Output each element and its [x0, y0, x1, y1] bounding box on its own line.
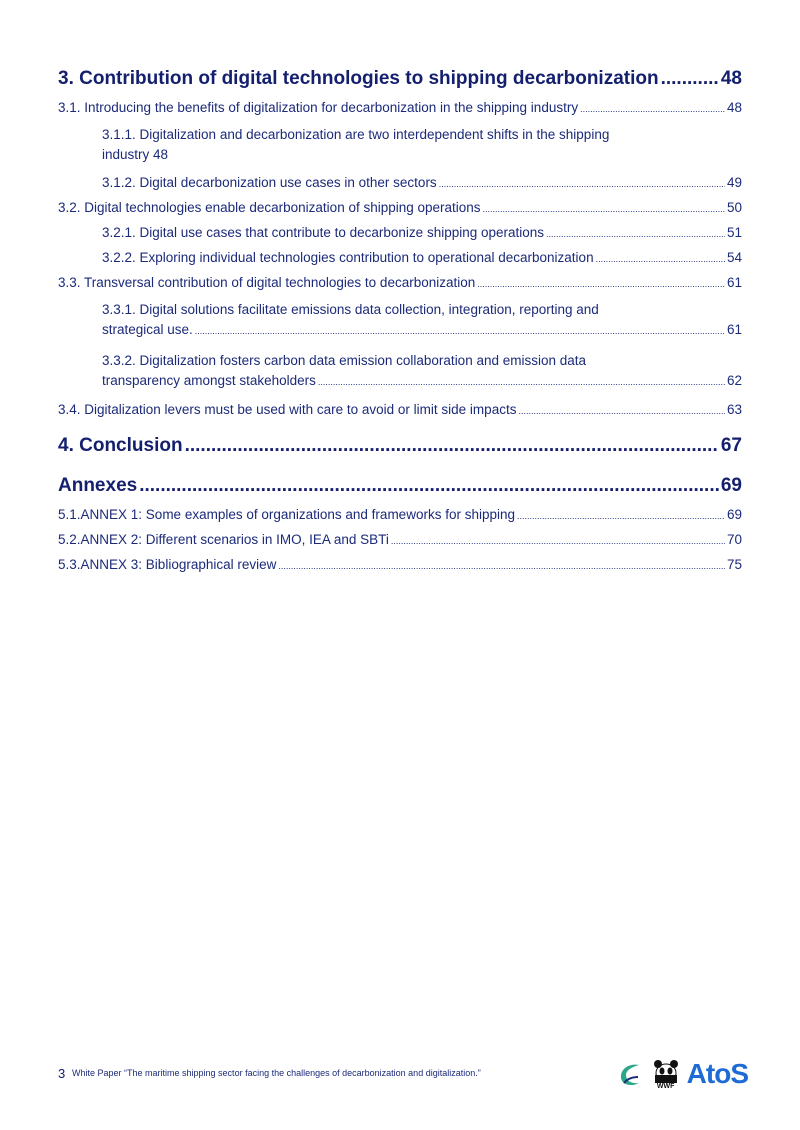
partner-logos	[615, 1058, 748, 1090]
toc-entry-3-4[interactable]	[58, 402, 742, 417]
toc-entry-title: Annexes	[58, 475, 138, 496]
toc-entry-page: 51	[726, 225, 742, 240]
footer-text: White Paper “The maritime shipping sector facing the challenges of decarbonization and digitalization.”	[72, 1068, 481, 1078]
toc-entry-page: 62	[726, 373, 742, 388]
toc-leader-dots	[517, 507, 725, 522]
toc-leader-dots	[661, 68, 719, 90]
toc-leader-dots	[483, 200, 725, 215]
toc-entry-3-3-2[interactable]	[102, 351, 742, 392]
toc-entry-annex-1[interactable]	[58, 507, 742, 522]
toc-entry-3-3[interactable]	[58, 275, 742, 290]
toc-entry-title: 3.2.2. Exploring individual technologies contribution to operational decarbonization	[102, 250, 594, 265]
toc-entry-page: 54	[726, 250, 742, 265]
toc-leader-dots	[439, 175, 725, 190]
toc-entry-3-2-1[interactable]	[102, 225, 742, 240]
toc-entry-annex-3[interactable]	[58, 557, 742, 572]
toc-entry-3-2[interactable]	[58, 200, 742, 215]
toc-entry-3-2-2[interactable]	[102, 250, 742, 265]
toc-entry-title-line2: industry 48	[102, 147, 169, 162]
toc-entry-title: ANNEX 3: Bibliographical review	[80, 557, 277, 572]
toc-leader-dots	[518, 402, 725, 417]
toc-entry-title-line1: 3.1.1. Digitalization and decarbonization are two interdependent shifts in the shipping	[102, 127, 610, 142]
toc-entry-title: 3.2. Digital technologies enable decarbonization of shipping operations	[58, 200, 481, 215]
panda-icon	[653, 1059, 679, 1083]
toc-entry-title: 4. Conclusion	[58, 435, 183, 456]
toc-entry-3-1-1[interactable]	[102, 125, 742, 165]
toc-entry-annex-2[interactable]	[58, 532, 742, 547]
toc-entry-page: 48	[720, 68, 742, 89]
toc-leader-dots	[477, 275, 725, 290]
toc-entry-title: ANNEX 1: Some examples of organizations and frameworks for shipping	[80, 507, 515, 522]
toc-entry-title-line1: 3.3.1. Digital solutions facilitate emissions data collection, integration, reporting and	[102, 302, 599, 317]
toc-entry-title: 3. Contribution of digital technologies to shipping decarbonization	[58, 68, 659, 89]
toc-leader-dots	[278, 557, 725, 572]
toc-entry-title-line2: transparency amongst stakeholders	[102, 373, 316, 388]
toc-entry-page: 69	[726, 507, 742, 522]
table-of-contents	[58, 68, 742, 582]
toc-entry-title-line2: strategical use.	[102, 322, 193, 337]
toc-entry-number: 5.2.	[58, 532, 81, 547]
page-number: 3	[58, 1066, 66, 1081]
toc-entry-page: 49	[726, 175, 742, 190]
wwf-logo	[653, 1059, 679, 1090]
toc-entry-page: 69	[720, 475, 742, 496]
toc-entry-number: 5.3.	[58, 557, 81, 572]
toc-entry-page: 48	[726, 100, 742, 115]
leaf-logo-icon	[615, 1059, 645, 1089]
toc-leader-dots	[596, 250, 725, 265]
toc-entry-3-3-1[interactable]	[102, 300, 742, 341]
toc-entry-title-line1: 3.3.2. Digitalization fosters carbon data emission collaboration and emission data	[102, 353, 587, 368]
wwf-label: WWF	[656, 1082, 675, 1090]
toc-entry-annexes[interactable]	[58, 475, 742, 497]
toc-entry-title: 3.3. Transversal contribution of digital technologies to decarbonization	[58, 275, 476, 290]
toc-leader-dots	[546, 225, 725, 240]
toc-entry-3-1[interactable]	[58, 100, 742, 115]
page-footer	[58, 1058, 748, 1096]
toc-leader-dots	[185, 435, 719, 457]
atos-logo: AtoS	[686, 1058, 748, 1089]
toc-entry-title: 3.4. Digitalization levers must be used with care to avoid or limit side impacts	[58, 402, 517, 417]
toc-leader-dots	[580, 100, 725, 115]
toc-entry-page: 61	[726, 322, 742, 337]
toc-entry-3-1-2[interactable]	[102, 175, 742, 190]
toc-entry-page: 50	[726, 200, 742, 215]
toc-entry-title: 3.1. Introducing the benefits of digitalization for decarbonization in the shipping industry	[58, 100, 579, 115]
toc-entry-4[interactable]	[58, 435, 742, 457]
toc-entry-title: 3.2.1. Digital use cases that contribute to decarbonize shipping operations	[102, 225, 545, 240]
toc-entry-3[interactable]	[58, 68, 742, 90]
toc-entry-page: 61	[726, 275, 742, 290]
toc-leader-dots	[139, 475, 719, 497]
toc-entry-page: 67	[720, 435, 742, 456]
toc-entry-page: 75	[726, 557, 742, 572]
toc-leader-dots	[318, 371, 725, 392]
toc-leader-dots	[391, 532, 725, 547]
toc-entry-title: ANNEX 2: Different scenarios in IMO, IEA and SBTi	[80, 532, 389, 547]
toc-leader-dots	[195, 320, 725, 341]
toc-entry-page: 70	[726, 532, 742, 547]
toc-entry-title: 3.1.2. Digital decarbonization use cases in other sectors	[102, 175, 437, 190]
toc-entry-page: 63	[726, 402, 742, 417]
toc-entry-number: 5.1.	[58, 507, 81, 522]
